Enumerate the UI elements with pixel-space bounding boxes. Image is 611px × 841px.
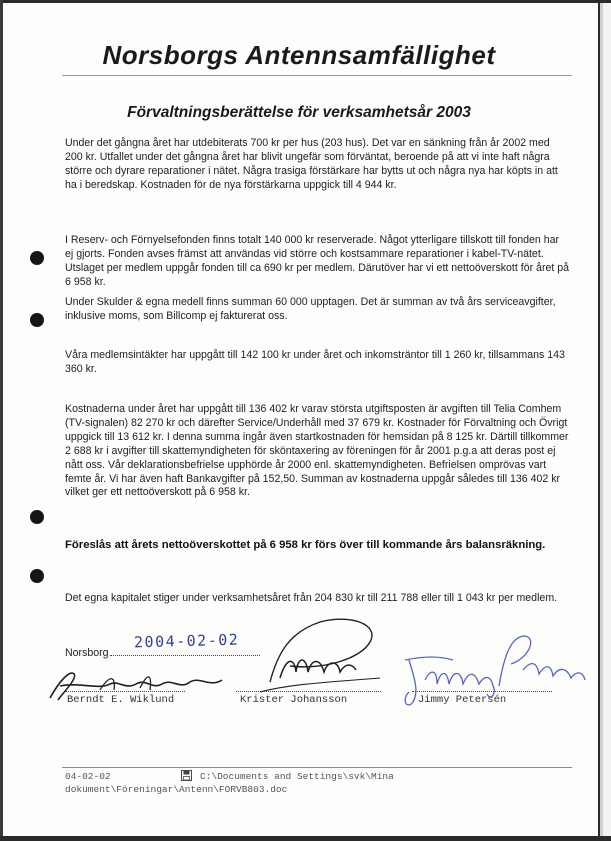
scan-edge-left — [0, 0, 3, 841]
signatory-name-1: Berndt E. Wiklund — [67, 694, 175, 706]
signing-place: Norsborg — [65, 647, 109, 659]
punch-hole-3 — [30, 510, 44, 524]
signatory-name-3: Jimmy Petersén — [418, 694, 507, 706]
paragraph-debts: Under Skulder & egna medell finns summan 60 000 upptagen. Det är summan av två års serviceavgifter, inklusive moms, som Billcomp ej fakturerat oss. — [65, 296, 556, 322]
punch-hole-4 — [30, 569, 44, 583]
footer-date: 04-02-02 — [65, 771, 111, 782]
footer-divider — [62, 767, 572, 768]
scan-edge-bottom — [0, 836, 611, 841]
signatory-name-2: Krister Johansson — [240, 694, 348, 706]
paragraph-proposal: Föreslås att årets nettoöverskottet på 6 958 kr förs över till kommande års balansräkning. — [65, 539, 546, 551]
paragraph-income: Under det gångna året har utdebiterats 700 kr per hus (203 hus). Det var en sänkning från år 2002 med 200 kr. Utfallet under det gångna året har blivit ungefär som förväntat, beroende på att vi inte haft några större och dyrare reparationer i nätet. Några trasiga förstärkare har bytts ut och några nya har köpts in att ha i beredskap. Kostnaden för de nya förstärkarna uppgick till 4 944 kr. — [65, 137, 558, 191]
title-divider — [62, 75, 572, 76]
punch-hole-1 — [30, 251, 44, 265]
handwritten-date: 2004-02-02 — [133, 630, 240, 652]
report-heading: Förvaltningsberättelse för verksamhetsår 2003 — [127, 104, 471, 121]
organization-title: Norsborgs Antennsamfällighet — [102, 40, 496, 70]
punch-hole-2 — [30, 313, 44, 327]
paragraph-reserve-fund: I Reserv- och Förnyelsefonden finns totalt 140 000 kr reserverade. Något ytterligare tillskott till fonden har ej gjorts. Fonden avses främst att användas vid större och kostsammare reparationer i kabel-TV-nätet. Utslaget per medlem uppgår fonden till ca 690 kr per medlem. Därutöver har vi ett nettoöverskott för året på 6 958 kr. — [65, 234, 570, 288]
paragraph-revenue: Våra medlemsintäkter har uppgått till 142 100 kr under året och inkomsträntor till 1 260 kr, tillsammans 143 360 kr. — [65, 349, 565, 375]
scan-edge-top — [0, 0, 611, 3]
paragraph-equity: Det egna kapitalet stiger under verksamhetsåret från 204 830 kr till 211 788 eller till 1 043 kr per medlem. — [65, 592, 558, 604]
paragraph-costs: Kostnaderna under året har uppgått till 136 402 kr varav största utgiftsposten är avgiften till Telia Comhem (TV-signalen) 82 270 kr och därefter Service/Underhåll med 37 679 kr. Kostnader för Förvaltning och Övrigt uppgick till 13 612 kr. I denna summa ingår även startkostnaden för hemsidan på 8 125 kr. Därtill tillkommer 2 688 kr i avgifter till skattemyndigheten för sköntaxering av föreningen för år 2001 p.g.a att deras post ej nått oss. Vår deklarationsbefrielse upphörde år 2000 enl. skattemyndigheten. Befrielsen omprövas vart femte år. Vi har även haft Bankavgifter på 152,50. Summan av kostnaderna uppgår således till 136 402 kr vilket ger ett nettoöverskott på 6 958 kr. — [65, 403, 569, 499]
footer-file-path: C:\Documents and Settings\svk\Mina dokument\Föreningar\Antenn\FORVB803.doc — [65, 771, 394, 795]
signature-johansson — [230, 612, 390, 696]
